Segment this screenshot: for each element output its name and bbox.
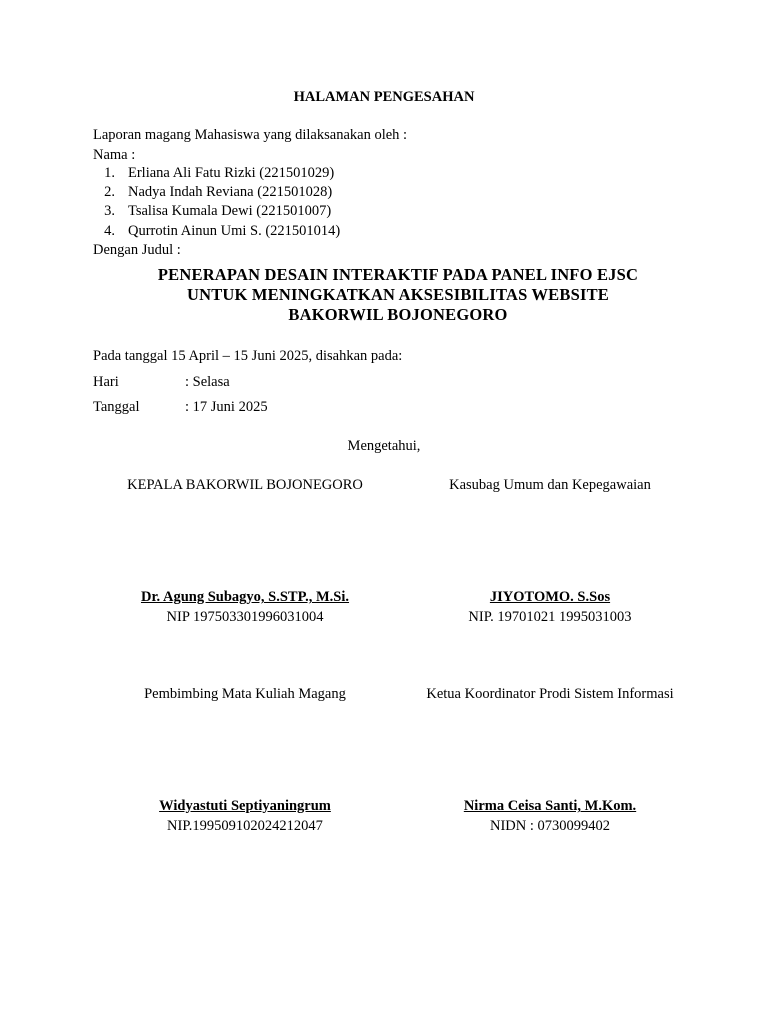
signatory-id: NIP. 19701021 1995031003 [468,609,632,625]
signatory-id: NIDN : 0730099402 [489,818,611,834]
title-line: BAKORWIL BOJONEGORO [288,305,508,324]
signatory-role: Ketua Koordinator Prodi Sistem Informasi [426,686,674,702]
list-item: 2. Nadya Indah Reviana (221501028) [104,184,333,200]
date-sentence: Pada tanggal 15 April – 15 Juni 2025, disahkan pada: [93,348,403,364]
signatory-name: Nirma Ceisa Santi, M.Kom. [463,798,637,814]
signatory-id: NIP.199509102024212047 [167,818,323,834]
signatory-name: JIYOTOMO. S.Sos [489,589,611,605]
intro-text: Laporan magang Mahasiswa yang dilaksanakan oleh : [93,127,408,143]
list-item: 3. Tsalisa Kumala Dewi (221501007) [104,203,332,219]
signatory-name: Dr. Agung Subagyo, S.STP., M.Si. [140,589,350,605]
signatory-role: Pembimbing Mata Kuliah Magang [144,686,346,702]
list-item: 4. Qurrotin Ainun Umi S. (221501014) [104,223,341,239]
list-item: 1. Erliana Ali Fatu Rizki (221501029) [104,165,335,181]
signatory-name: Widyastuti Septiyaningrum [159,798,331,814]
nama-label: Nama : [93,147,136,163]
hari-value: : Selasa [185,374,230,390]
title-line: UNTUK MENINGKATKAN AKSESIBILITAS WEBSITE [187,285,609,304]
signatory-role: KEPALA BAKORWIL BOJONEGORO [127,477,363,493]
judul-label: Dengan Judul : [93,242,181,258]
tanggal-value: : 17 Juni 2025 [185,399,268,415]
tanggal-label: Tanggal [93,399,140,415]
page-heading: HALAMAN PENGESAHAN [293,89,475,105]
title-line: PENERAPAN DESAIN INTERAKTIF PADA PANEL INFO EJSC [157,265,639,284]
mengetahui-text: Mengetahui, [347,438,421,454]
signatory-role: Kasubag Umum dan Kepegawaian [449,477,651,493]
signatory-id: NIP 197503301996031004 [166,609,324,625]
hari-label: Hari [93,374,119,390]
